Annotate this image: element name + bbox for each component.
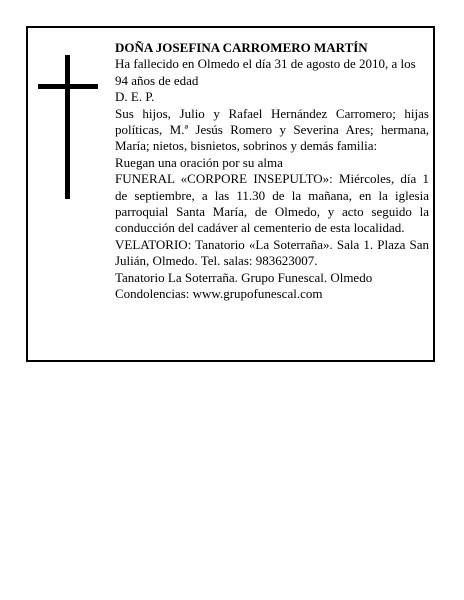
funeral-info: FUNERAL «CORPORE INSEPULTO»: Miércoles, día 1 de septiembre, a las 11.30 de la mañana, en la iglesia parroquial Santa María, de Olmedo, y acto seguido la conducción del cadáver al cementerio de esta localidad. — [115, 171, 429, 236]
latin-cross-icon — [38, 55, 98, 199]
rip-line: D. E. P. — [115, 89, 155, 105]
condolences-link: Condolencias: www.grupofunescal.com — [115, 286, 323, 302]
cross-horizontal-bar — [38, 84, 98, 89]
death-info: Ha fallecido en Olmedo el día 31 de agosto de 2010, a los 94 años de edad — [115, 56, 416, 88]
cross-vertical-bar — [65, 55, 70, 199]
obituary-text — [115, 40, 429, 303]
wake-info: VELATORIO: Tanatorio «La Soterraña». Sala 1. Plaza San Julián, Olmedo. Tel. salas: 983623007. — [115, 236, 429, 269]
prayer-request: Ruegan una oración por su alma — [115, 154, 283, 170]
obituary-notice — [26, 26, 435, 362]
deceased-name: DOÑA JOSEFINA CARROMERO MARTÍN — [115, 40, 368, 55]
funeral-home: Tanatorio La Soterraña. Grupo Funescal. Olmedo — [115, 269, 373, 285]
family-list: Sus hijos, Julio y Rafael Hernández Carromero; hijas políticas, M.ª Jesús Romero y Severina Ares; hermana, María; nietos, bisnietos, sobrinos y demás familia: — [115, 105, 429, 154]
